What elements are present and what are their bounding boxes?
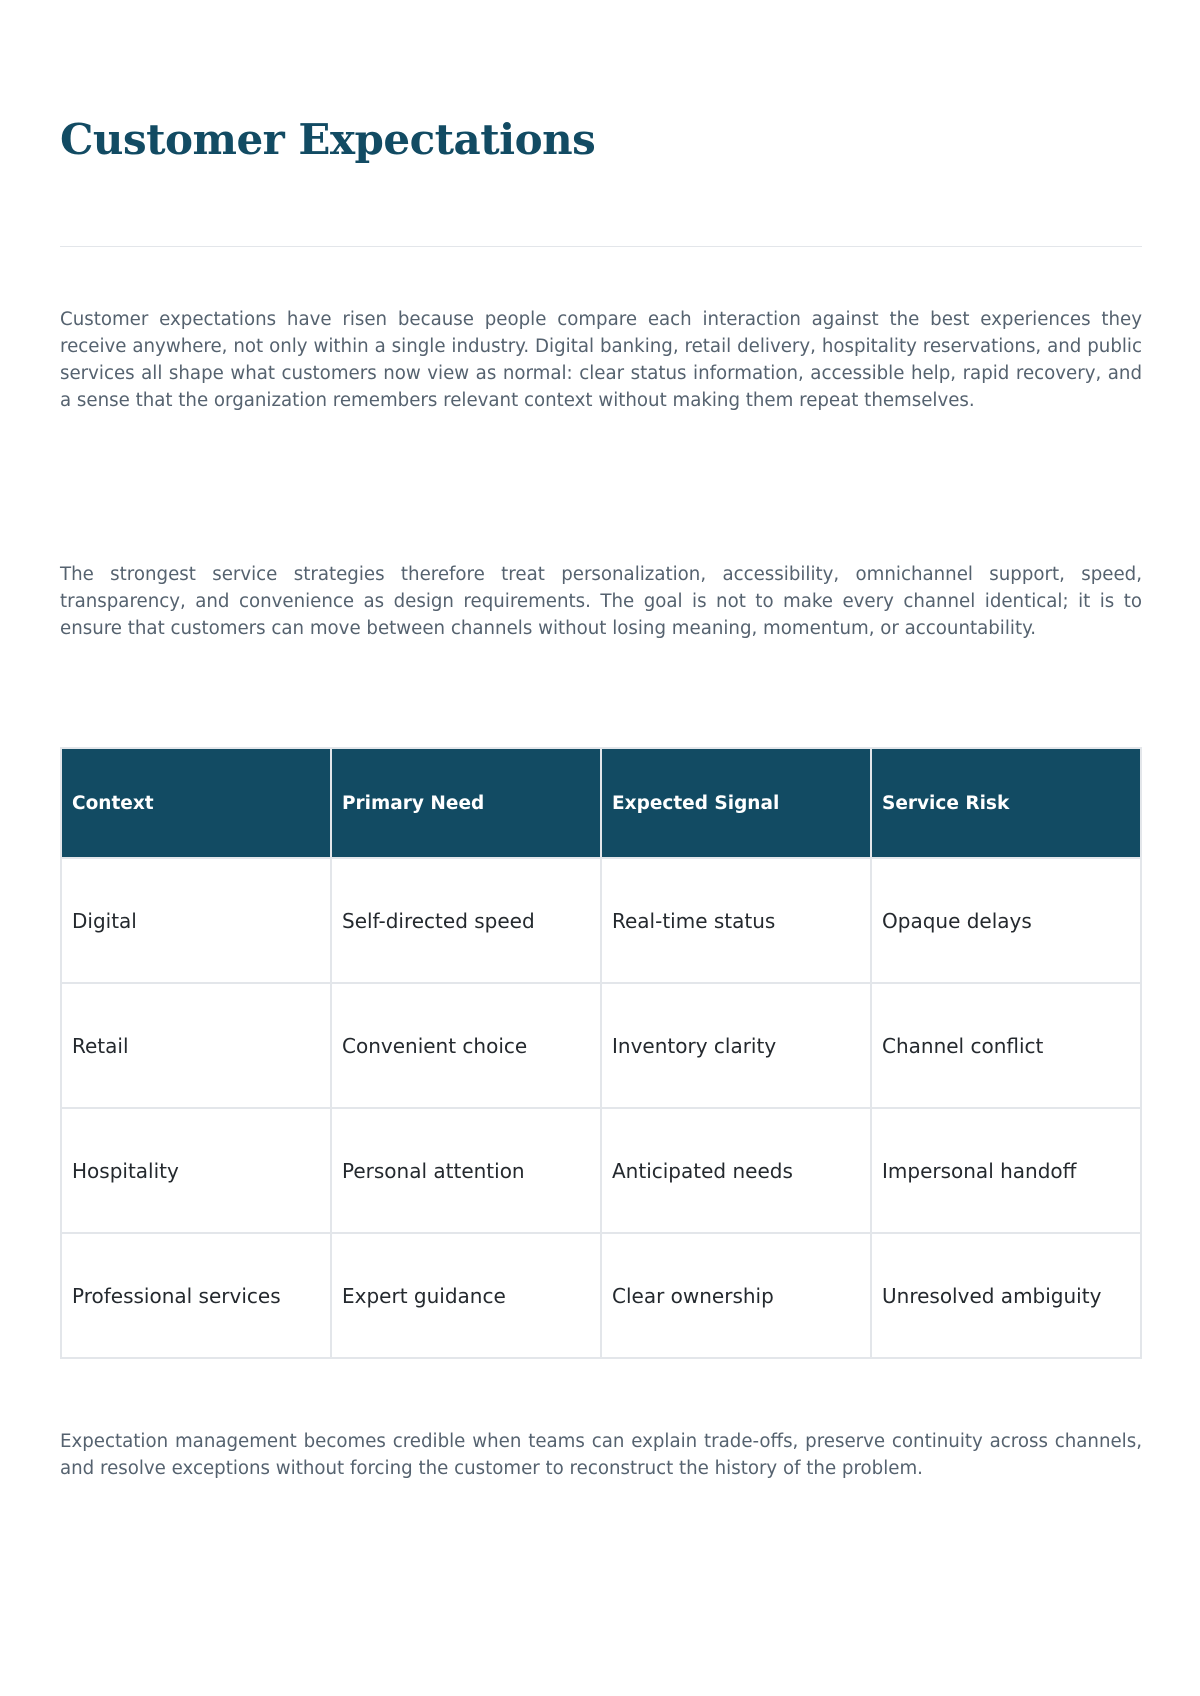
table-cell: Hospitality [61,1108,331,1233]
page-title: Customer Expectations [60,115,596,164]
table-cell: Professional services [61,1233,331,1358]
closing-paragraph: Expectation management becomes credible when teams can explain trade-offs, preserve continuity across channels, and resolve exceptions without forcing the customer to reconstruct the history of the problem. [60,1431,1142,1479]
table-cell: Expert guidance [331,1233,601,1358]
table-cell: Retail [61,983,331,1108]
strategy-paragraph: The strongest service strategies therefore treat personalization, accessibility, omnichannel support, speed, transparency, and convenience as design requirements. The goal is not to make every channel identical; it is to ensure that customers can move between channels without losing meaning, momentum, or accountability. [60,564,1142,639]
table-cell: Personal attention [331,1108,601,1233]
title-divider [60,246,1142,247]
table-row [61,1108,1141,1233]
header-expected-signal: Expected Signal [601,748,871,858]
intro-paragraph: Customer expectations have risen because people compare each interaction against the best experiences they receive anywhere, not only within a single industry. Digital banking, retail delivery, hospitality reservations, and public services all shape what customers now view as normal: clear status information, accessible help, rapid recovery, and a sense that the organization remembers relevant context without making them repeat themselves. [60,309,1142,411]
table-cell: Inventory clarity [601,983,871,1108]
table-cell: Real-time status [601,858,871,983]
table-row [61,1233,1141,1358]
table-row [61,858,1141,983]
table-header-row [61,748,1141,858]
header-context: Context [61,748,331,858]
table-cell: Clear ownership [601,1233,871,1358]
header-service-risk: Service Risk [871,748,1141,858]
table-cell: Self-directed speed [331,858,601,983]
table-cell: Convenient choice [331,983,601,1108]
table-cell: Impersonal handoff [871,1108,1141,1233]
table-cell: Unresolved ambiguity [871,1233,1141,1358]
table-cell: Digital [61,858,331,983]
table-cell: Opaque delays [871,858,1141,983]
table-cell: Anticipated needs [601,1108,871,1233]
document-page [60,0,1142,1696]
header-primary-need: Primary Need [331,748,601,858]
table-cell: Channel conflict [871,983,1141,1108]
table-row [61,983,1141,1108]
expectations-table [60,747,1142,1359]
